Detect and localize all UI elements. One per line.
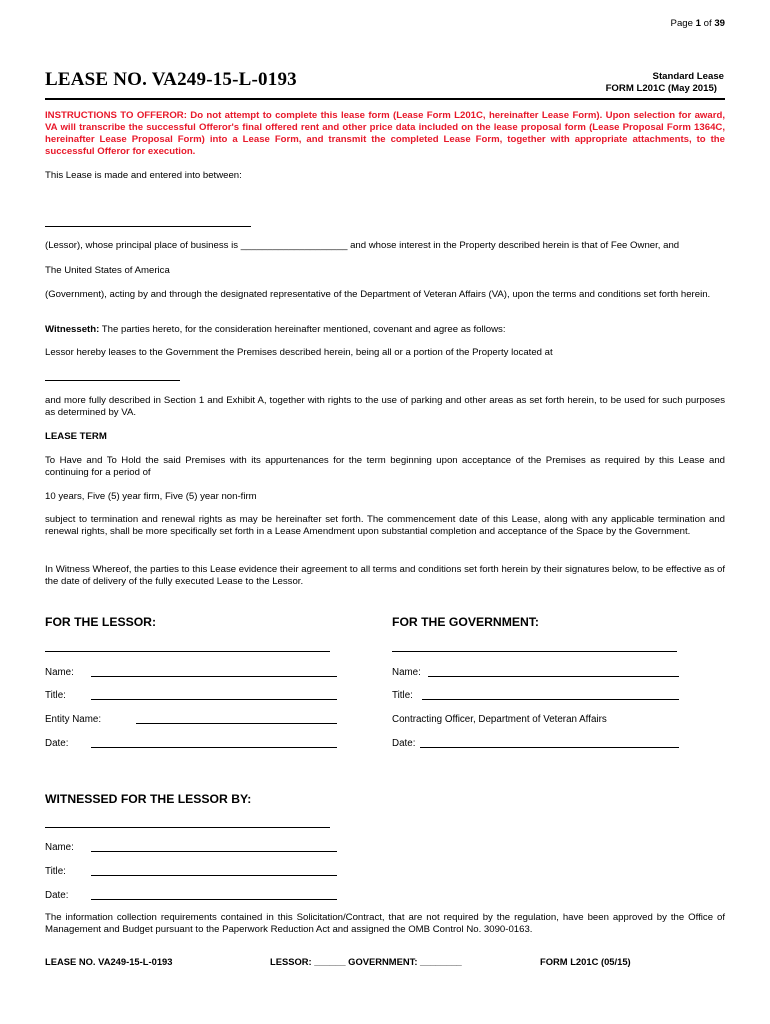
footer-lease-no: LEASE NO. VA249-15-L-0193	[45, 956, 173, 967]
witness-name-input[interactable]	[91, 851, 337, 852]
lessor-date-input[interactable]	[91, 747, 337, 748]
lessor-entity-label: Entity Name:	[45, 714, 102, 725]
footer-initials: LESSOR: ______ GOVERNMENT: ________	[270, 956, 462, 967]
government-title-input[interactable]	[422, 699, 679, 700]
lessor-entity-input[interactable]	[136, 723, 337, 724]
page-label: Page	[670, 18, 693, 29]
witness-date-label: Date:	[45, 890, 69, 901]
lessor-signature-field[interactable]	[45, 651, 330, 652]
lessor-name-input[interactable]	[91, 676, 337, 677]
witness-signature-field[interactable]	[45, 827, 330, 828]
government-heading: FOR THE GOVERNMENT:	[392, 615, 539, 629]
lessor-title-label: Title:	[45, 690, 66, 701]
leases-para: Lessor hereby leases to the Government the Premises described herein, being all or a portion of the Property located at	[45, 347, 553, 358]
lessor-heading: FOR THE LESSOR:	[45, 615, 157, 629]
property-location-field[interactable]	[45, 380, 180, 381]
government-name-input[interactable]	[428, 676, 679, 677]
instructions: INSTRUCTIONS TO OFFEROR: Do not attempt to complete this lease form (Lease Form L201C, hereinafter Lease Form). Upon selection for award, VA will transcribe the successful Offeror's final offered rent and other price data included on the lease proposal form (Lease Proposal Form 1364C, hereinafter Lease Proposal Form) into a Lease Form, and transmit the completed Lease Form, together with appropriate attachments, to the successful Offeror for execution.	[45, 110, 725, 157]
lessor-name-field[interactable]	[45, 226, 251, 227]
government-title-label: Title:	[392, 690, 413, 701]
government-signature-field[interactable]	[392, 651, 677, 652]
omb-notice: The information collection requirements contained in this Solicitation/Contract, that are not required by the regulation, have been approved by the Office of Management and Budget pursuant to the Paperwork Reduction Act and assigned the OMB Control No. 3090-0163.	[45, 912, 725, 935]
described-para: and more fully described in Section 1 and Exhibit A, together with rights to the use of parking and other areas as set forth herein, to be used for such purposes as determined by VA.	[45, 395, 725, 418]
witnesseth-label: Witnesseth:	[45, 324, 100, 335]
usa-text: The United States of America	[45, 265, 170, 276]
witness-heading: WITNESSED FOR THE LESSOR BY:	[45, 792, 252, 806]
witness-title-input[interactable]	[91, 875, 337, 876]
subject-para: subject to termination and renewal rights as may be hereinafter set forth. The commencement date of this Lease, along with any applicable termination and renewal rights, shall be more specifically set forth in a Lease Amendment upon substantial completion and acceptance of the Space by the Government.	[45, 514, 725, 537]
form-type: Standard Lease	[652, 71, 724, 82]
page-number	[671, 18, 725, 29]
lessor-name-label: Name:	[45, 667, 74, 678]
lease-term-heading: LEASE TERM	[45, 431, 107, 442]
page-of: of	[703, 18, 712, 29]
footer-form: FORM L201C (05/15)	[540, 956, 631, 967]
witness-para: In Witness Whereof, the parties to this Lease evidence their agreement to all terms and conditions set forth herein by their signatures below, to be effective as of the date of delivery of the fully executed Lease to the Lessor.	[45, 564, 725, 587]
form-id: FORM L201C (May 2015)	[605, 83, 717, 94]
witness-name-label: Name:	[45, 842, 74, 853]
lessor-line: (Lessor), whose principal place of business is ____________________ and whose interest in the Property described herein is that of Fee Owner, and	[45, 240, 680, 251]
witnesseth-para	[45, 324, 725, 336]
header-rule	[45, 98, 725, 100]
term-value: 10 years, Five (5) year firm, Five (5) year non-firm	[45, 491, 257, 502]
witness-title-label: Title:	[45, 866, 66, 877]
witnesseth-text: The parties hereto, for the consideration hereinafter mentioned, covenant and agree as follows:	[99, 324, 506, 335]
lease-title: LEASE NO. VA249-15-L-0193	[45, 69, 297, 90]
page-current: 1	[695, 18, 701, 29]
contracting-officer-label: Contracting Officer, Department of Veteran Affairs	[392, 714, 607, 725]
government-date-label: Date:	[392, 738, 416, 749]
to-have-para: To Have and To Hold the said Premises with its appurtenances for the term beginning upon acceptance of the Premises as required by this Lease and continuing for a period of	[45, 455, 725, 478]
lessor-title-input[interactable]	[91, 699, 337, 700]
government-name-label: Name:	[392, 667, 421, 678]
government-date-input[interactable]	[420, 747, 679, 748]
government-para: (Government), acting by and through the designated representative of the Department of Veteran Affairs (VA), upon the terms and conditions set forth herein.	[45, 289, 711, 300]
lessor-date-label: Date:	[45, 738, 69, 749]
page-total: 39	[714, 18, 725, 29]
intro-text: This Lease is made and entered into between:	[45, 170, 242, 181]
witness-date-input[interactable]	[91, 899, 337, 900]
